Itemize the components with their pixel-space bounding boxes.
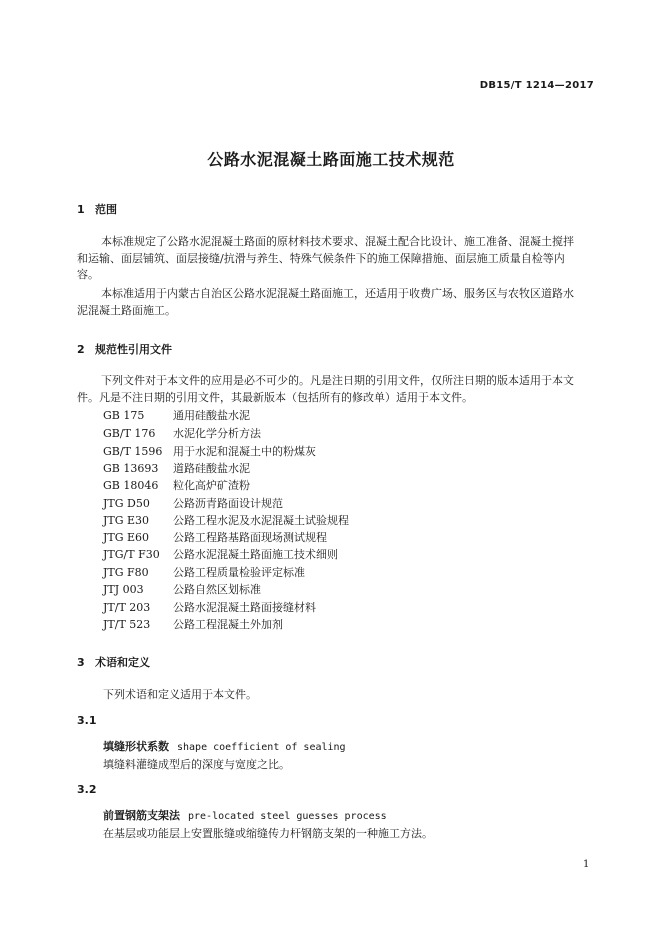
reference-code: GB 13693 [103,462,159,475]
reference-item [103,495,283,511]
reference-code: GB 175 [103,409,145,422]
reference-code: GB/T 1596 [103,445,163,458]
term-english: shape coefficient of sealing [177,742,346,753]
reference-item [103,616,283,632]
paragraph-line: 下列文件对于本文件的应用是必不可少的。凡是注日期的引用文件，仅所注日期的版本适用于本文 [101,374,574,387]
section-1-paragraph-1 [77,234,602,284]
section-3-intro: 下列术语和定义适用于本文件。 [103,688,257,701]
term-definition: 在基层或功能层上安置胀缝或缩缝传力杆钢筋支架的一种施工方法。 [103,827,433,840]
term-number: 3.2 [77,783,97,796]
section-1-number: 1 [77,203,85,216]
reference-title: 粒化高炉矿渣粉 [173,479,250,492]
paragraph-line: 本标准适用于内蒙古自治区公路水泥混凝土路面施工，还适用于收费广场、服务区与农牧区道路水 [101,287,574,300]
term-english: pre-located steel guesses process [188,811,387,822]
paragraph-line: 和运输、面层铺筑、面层接缝/抗滑与养生、特殊气候条件下的施工保障措施、面层施工质量自检等内 [77,251,565,265]
reference-item [103,599,316,615]
page-number: 1 [583,859,590,870]
reference-item [103,564,305,580]
reference-code: JTG E60 [103,531,150,544]
reference-title: 公路水泥混凝土路面施工技术细则 [173,548,338,561]
reference-item [103,581,261,597]
reference-title: 公路沥青路面设计规范 [173,497,283,510]
paragraph-line: 本标准规定了公路水泥混凝土路面的原材料技术要求、混凝土配合比设计、施工准备、混凝土搅拌 [101,235,574,248]
term-definition: 填缝料灌缝成型后的深度与宽度之比。 [103,758,290,771]
paragraph-line: 件。凡是不注日期的引用文件，其最新版本（包括所有的修改单）适用于本文件。 [77,390,473,404]
section-2-heading [77,341,172,357]
reference-item [103,512,349,528]
reference-title: 道路硅酸盐水泥 [173,462,250,475]
standard-code: DB15/T 1214—2017 [479,80,594,91]
reference-item [103,477,250,493]
reference-code: JTG F80 [103,566,149,579]
paragraph-line: 泥混凝土路面施工。 [77,303,176,317]
reference-item [103,546,338,562]
section-2-intro [77,373,602,406]
reference-title: 公路水泥混凝土路面接缝材料 [173,601,316,614]
section-2-number: 2 [77,343,85,356]
reference-code: JT/T 203 [103,601,151,614]
reference-code: JTG E30 [103,514,150,527]
reference-title: 公路工程混凝土外加剂 [173,618,283,631]
reference-code: JT/T 523 [103,618,151,631]
paragraph-line: 容。 [77,268,99,281]
reference-title: 公路自然区划标准 [173,583,261,596]
reference-item [103,425,261,441]
term-number: 3.1 [77,714,97,727]
section-2-title: 规范性引用文件 [95,343,172,356]
section-3-heading [77,654,150,670]
reference-title: 公路工程质量检验评定标准 [173,566,305,579]
term-heading [103,738,346,754]
reference-code: GB 18046 [103,479,159,492]
reference-title: 水泥化学分析方法 [173,427,261,440]
reference-title: 公路工程路基路面现场测试规程 [173,531,327,544]
reference-item [103,460,250,476]
document-title: 公路水泥混凝土路面施工技术规范 [207,150,455,169]
reference-item [103,529,327,545]
reference-code: JTG D50 [103,497,150,510]
reference-title: 通用硅酸盐水泥 [173,409,250,422]
reference-item [103,407,250,423]
reference-code: JTJ 003 [103,583,144,596]
term-chinese: 填缝形状系数 [103,740,169,753]
reference-item [103,443,316,459]
section-1-heading [77,201,117,217]
section-3-title: 术语和定义 [95,656,150,669]
section-3-number: 3 [77,656,85,669]
reference-title: 用于水泥和混凝土中的粉煤灰 [173,445,316,458]
section-1-paragraph-2 [77,286,602,319]
reference-code: GB/T 176 [103,427,156,440]
reference-title: 公路工程水泥及水泥混凝土试验规程 [173,514,349,527]
section-1-title: 范围 [95,203,117,216]
term-chinese: 前置钢筋支架法 [103,809,180,822]
term-heading [103,807,387,823]
reference-code: JTG/T F30 [103,548,160,561]
